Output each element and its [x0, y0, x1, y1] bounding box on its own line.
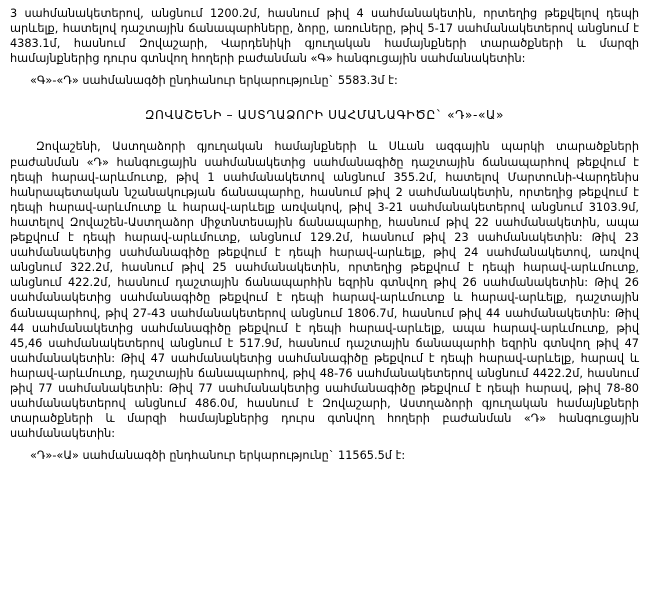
spacer [10, 88, 639, 108]
spacer [10, 441, 639, 448]
spacer [10, 123, 639, 139]
section-heading: ԶՈՎԱՇԵՆԻ – ԱՍՏՂԱՁՈՐԻ ՍԱՀՄԱՆԱԳԻԾԸ` «Դ»-«Ա» [144, 108, 505, 123]
spacer [10, 66, 639, 73]
paragraph-continuation: 3 սահմանակետերով, անցնում 1200.2մ, հասնում թիվ 4 սահմանակետին, որտեղից թեքվելով դեպի արևելք, հատելով դաշտային ճանապարհները, ձորը, առուները, թիվ 5-17 սահմանակետերով անցնում է 4383.1մ, հասնում Զովաշարի, Վարդենիկի գյուղական համայնքների տարածքների և մարզի համայնքներից դուրս գտնվող հողերի բաժանման «Գ» հանգուցային սահմանակետին: [10, 7, 639, 66]
boundary-length-statement-2: «Դ»-«Ա» սահմանագծի ընդհանուր երկարությունը` 11565.5մ է: [30, 449, 406, 463]
paragraph-boundary-description: Զովաշենի, Աստղաձորի գյուղական համայնքների և Սևան ազգային պարկի տարածքների բաժանման «Դ» հանգուցային սահմանակետից սահմանագիծը դաշտային ճանապարհով թեքվում է դեպի հարավ-արևմուտք, թիվ 1 սահմանակետով անցնում 355.2մ, հատելով Մարտունի-Վարդենիս հանրապետական նշանակության ճանապարհը, հասնում թիվ 2 սահմանակետին, որտեղից թեքվում է դեպի հարավ-արևմուտք և հարավ-արևելք առվակով, թիվ 3-21 սահմանակետերով անցնում 3103.9մ, հատելով Զովաշեն-Աստղաձոր միջտնտեսային ճանապարհը, հասնում թիվ 22 սահմանակետին, ապա թեքվում է դեպի հարավ-արևմուտք, անցնում 129.2մ, հասնում թիվ 23 սահմանակետին: Թիվ 23 սահմանակետից սահմանագիծը թեքվում է դեպի հարավ-արևելք, թիվ 24 սահմանակետով, առվով անցնում 322.2մ, հասնում թիվ 25 սահմանակետին, որտեղից թեքվում է դեպի հարավ-արևմուտք, անցնում 422.2մ, հասնում դաշտային ճանապարհին եզրին գտնվող թիվ 26 սահմանակետին: Թիվ 26 սահմանակետից սահմանագիծը թեքվում է դեպի հարավ-արևմուտք և հարավ-արևելք, դաշտային ճանապարհով, թիվ 27-43 սահմանակետերով անցնում 1806.7մ, հասնում թիվ 44 սահմանակետին: Թիվ 44 սահմանակետից սահմանագիծը թեքվում է դեպի հարավ-արևելք, ապա հարավ-արևմուտք, թիվ 45,46 սահմանակետերով անցնում է 517.9մ, հասնում դաշտային ճանապարհի եզրին գտնվող թիվ 47 սահմանակետին: Թիվ 47 սահմանակետից սահմանագիծը թեքվում է դեպի հարավ-արևելք, հարավ և հարավ-արևմուտք, դաշտային ճանապարհով, թիվ 48-76 սահմանակետերով անցնում 4422.2մ, հասնում թիվ 77 սահմանակետին: Թիվ 77 սահմանակետից սահմանագիծը թեքվում է դեպի հարավ, թիվ 78-80 սահմանակետերով անցնում 486.0մ, հասնում է Զովաշարի, Աստղաձորի գյուղական համայնքների տարածքների և մարզի համայնքներից դուրս գտնվող հողերի բաժանման «Դ» հանգուցային սահմանակետին: [10, 140, 639, 441]
boundary-length-statement-1: «Գ»-«Դ» սահմանագծի ընդհանուր երկարությունը` 5583.3մ է: [30, 74, 398, 88]
